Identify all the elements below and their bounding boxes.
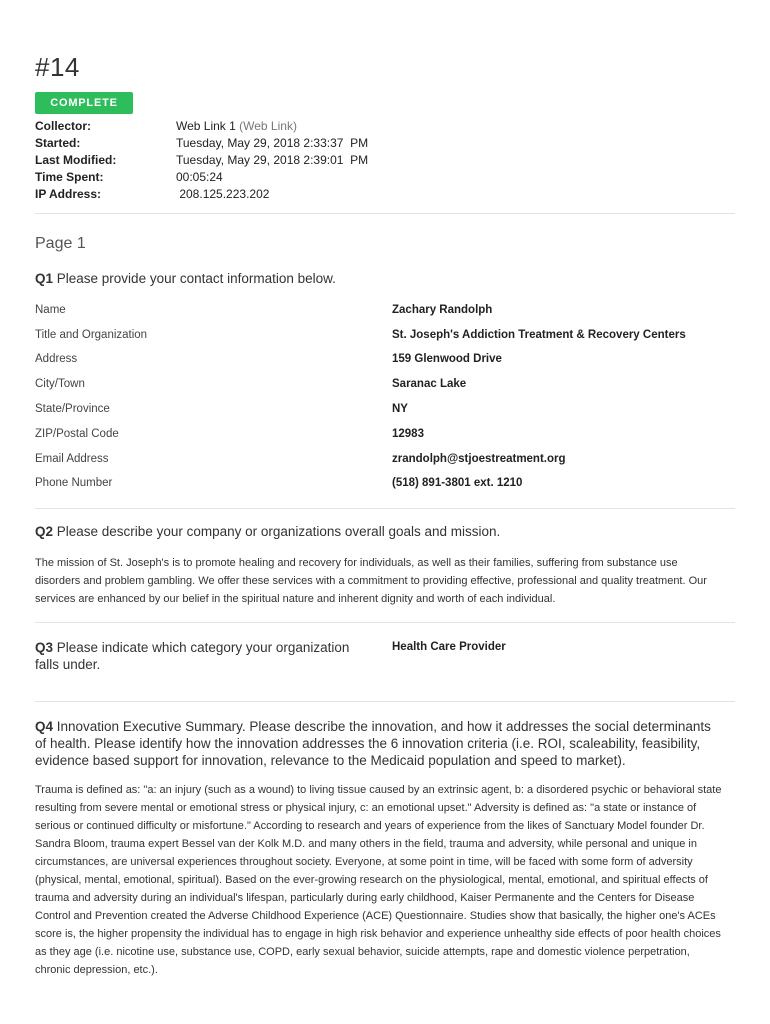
collector-name: Web Link 1	[176, 119, 236, 133]
contact-value: NY	[392, 403, 408, 415]
question-number: Q3	[35, 640, 54, 655]
meta-value: 208.125.223.202	[176, 187, 270, 201]
contact-row-city	[35, 372, 735, 397]
divider	[35, 213, 735, 214]
meta-label: Started:	[35, 136, 81, 150]
question-text: Please describe your company or organizations overall goals and mission.	[53, 524, 501, 539]
divider	[35, 622, 735, 623]
question-1-title	[35, 270, 735, 287]
contact-row-zip	[35, 422, 735, 447]
meta-value: Tuesday, May 29, 2018 2:39:01 PM	[176, 153, 369, 167]
contact-row-phone	[35, 471, 735, 496]
contact-row-state	[35, 397, 735, 422]
contact-value: Zachary Randolph	[392, 304, 493, 316]
divider	[35, 508, 735, 509]
collector-type: (Web Link)	[235, 119, 297, 133]
contact-value: zrandolph@stjoestreatment.org	[392, 453, 566, 465]
meta-row-ip-address	[35, 186, 368, 203]
contact-label: Email Address	[35, 453, 109, 465]
status-badge: COMPLETE	[35, 92, 133, 114]
question-3-title	[35, 639, 365, 673]
meta-row-last-modified	[35, 152, 368, 169]
contact-row-name	[35, 298, 735, 323]
contact-row-email	[35, 447, 735, 472]
contact-label: Address	[35, 353, 78, 365]
contact-row-address	[35, 347, 735, 372]
response-metadata	[35, 118, 368, 203]
meta-label: Time Spent:	[35, 170, 104, 184]
contact-value: St. Joseph's Addiction Treatment & Recovery Centers	[392, 329, 686, 341]
contact-label: Title and Organization	[35, 329, 148, 341]
meta-label: Last Modified:	[35, 153, 117, 167]
question-text: Innovation Executive Summary. Please describe the innovation, and how it addresses the social determinants of health. Please identify how the innovation addresses the 6 innovation criteria (i.e. ROI, scaleability, feasibility, evidence based support for innovation, relevance to the Medicaid population and speed to market).	[35, 719, 711, 768]
contact-label: City/Town	[35, 378, 85, 390]
meta-row-started	[35, 135, 368, 152]
question-number: Q2	[35, 524, 54, 539]
question-4-title	[35, 718, 725, 769]
contact-label: Phone Number	[35, 477, 113, 489]
contact-value: (518) 891-3801 ext. 1210	[392, 477, 523, 489]
page-label: Page 1	[35, 235, 86, 252]
meta-label: Collector:	[35, 119, 92, 133]
question-2-answer: The mission of St. Joseph's is to promote healing and recovery for individuals, as well as their families, suffering from substance use disorders and problem gambling. We offer these services with a commitment to providing effective, professional and quality treatment. Our services are enhanced by our belief in the spiritual nature and inherent dignity and worth of each individual.	[35, 557, 707, 605]
meta-value	[176, 118, 297, 135]
question-number: Q4	[35, 719, 54, 734]
question-number: Q1	[35, 271, 54, 286]
meta-row-collector	[35, 118, 368, 135]
contact-value: Saranac Lake	[392, 378, 467, 390]
contact-label: ZIP/Postal Code	[35, 428, 119, 440]
contact-label: State/Province	[35, 403, 110, 415]
divider	[35, 701, 735, 702]
meta-value: 00:05:24	[176, 170, 223, 184]
question-3-answer: Health Care Provider	[392, 641, 506, 653]
question-2-title	[35, 523, 735, 540]
meta-row-time-spent	[35, 169, 368, 186]
contact-value: 12983	[392, 428, 424, 440]
contact-label: Name	[35, 304, 66, 316]
response-number: #14	[35, 52, 80, 82]
contact-row-title-organization	[35, 323, 735, 348]
question-text: Please provide your contact information below.	[53, 271, 336, 286]
question-text: Please indicate which category your organization falls under.	[35, 640, 350, 672]
meta-value: Tuesday, May 29, 2018 2:33:37 PM	[176, 136, 369, 150]
contact-value: 159 Glenwood Drive	[392, 353, 502, 365]
question-4-answer: Trauma is defined as: "a: an injury (such as a wound) to living tissue caused by an extrinsic agent, b: a disordered psychic or behavioral state resulting from severe mental or emotional stress or physical injury, c: an emotional upset." Adversity is defined as: "a state or instance of serious or continued difficulty or misfortune." According to research and years of experience from the likes of Sanctuary Model founder Dr. Sandra Bloom, trauma expert Bessel van der Kolk M.D. and many others in the field, trauma and adversity, while personal and unique in circumstances, are universal experiences throughout society. Everyone, at some point in time, will be faced with some form of adversity (physical, mental, emotional, spiritual). Based on the ever-growing research on the physiological, mental, emotional, and spiritual effects of trauma and adversity during an individual's lifespan, particularly during early childhood, Kaiser Permanente and the Centers for Disease Control and Prevention created the Adverse Childhood Experience (ACE) Questionnaire. Studies show that basically, the higher one's ACEs score is, the higher propensity the individual has to engage in high risk behavior and experience unhealthy side effects of poor health choices as they age (i.e. nicotine use, substance use, COPD, early sexual behavior, suicide attempts, rape and domestic violence perpetration, chronic depression, etc.).	[35, 784, 722, 976]
meta-label: IP Address:	[35, 187, 102, 201]
